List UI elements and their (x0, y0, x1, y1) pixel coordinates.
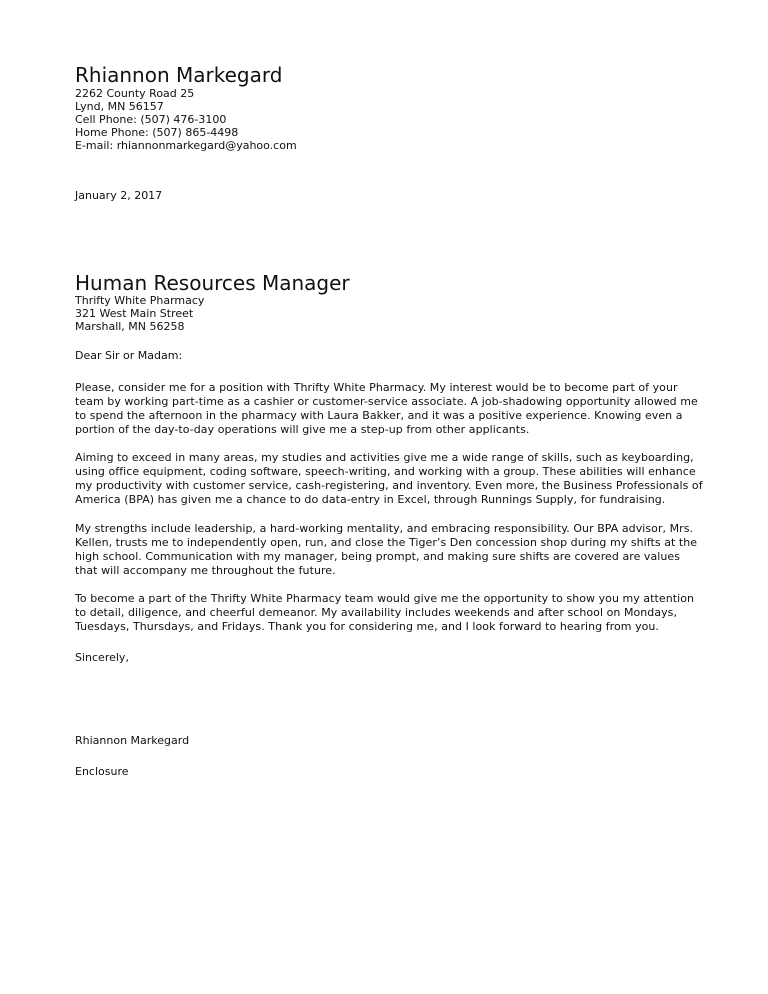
sender-address-line-1: 2262 County Road 25 (75, 87, 195, 100)
paragraph-line: team by working part-time as a cashier or customer-service associate. A job-shadowing opportunity allowed me (75, 394, 698, 408)
sender-home-phone: Home Phone: (507) 865-4498 (75, 126, 239, 139)
salutation: Dear Sir or Madam: (75, 349, 183, 362)
paragraph-line: my productivity with customer service, cash-registering, and inventory. Even more, the Business Professionals of (75, 478, 703, 492)
body-paragraph-1 (75, 381, 700, 437)
recipient-city: Marshall, MN 56258 (75, 320, 185, 333)
sender-cell-phone: Cell Phone: (507) 476-3100 (75, 113, 227, 126)
body-paragraph-4 (75, 592, 700, 634)
paragraph-line: Please, consider me for a position with Thrifty White Pharmacy. My interest would be to become part of your (75, 381, 678, 394)
letter-date: January 2, 2017 (75, 189, 163, 202)
recipient-company: Thrifty White Pharmacy (75, 294, 205, 307)
signature-name: Rhiannon Markegard (75, 734, 190, 747)
paragraph-line: My strengths include leadership, a hard-working mentality, and embracing responsibility. Our BPA advisor, Mrs. (75, 522, 694, 535)
paragraph-line: high school. Communication with my manager, being prompt, and making sure shifts are covered are values (75, 549, 681, 563)
sender-name: Rhiannon Markegard (75, 63, 283, 87)
paragraph-line: that will accompany me throughout the future. (75, 563, 336, 577)
paragraph-line: portion of the day-to-day operations will give me a step-up from other applicants. (75, 422, 530, 436)
paragraph-line: to spend the afternoon in the pharmacy with Laura Bakker, and it was a positive experience. Knowing even a (75, 408, 683, 422)
sender-email: E-mail: rhiannonmarkegard@yahoo.com (75, 139, 297, 152)
closing: Sincerely, (75, 651, 129, 664)
paragraph-line: To become a part of the Thrifty White Pharmacy team would give me the opportunity to show you my attention (75, 592, 695, 605)
body-paragraph-3 (75, 522, 700, 578)
recipient-address-block (75, 294, 204, 333)
recipient-title: Human Resources Manager (75, 271, 350, 295)
recipient-street: 321 West Main Street (75, 307, 194, 320)
paragraph-line: to detail, diligence, and cheerful demeanor. My availability includes weekends and after school on Mondays, (75, 605, 678, 619)
body-paragraph-2 (75, 451, 703, 507)
enclosure-note: Enclosure (75, 765, 129, 778)
paragraph-line: using office equipment, coding software, speech-writing, and working with a group. These abilities will enhance (75, 464, 696, 478)
paragraph-line: America (BPA) has given me a chance to do data-entry in Excel, through Runnings Supply, for fundraising. (75, 492, 666, 506)
paragraph-line: Tuesdays, Thursdays, and Fridays. Thank you for considering me, and I look forward to hearing from you. (75, 619, 659, 633)
sender-contact-block (75, 87, 297, 152)
sender-address-line-2: Lynd, MN 56157 (75, 100, 164, 113)
paragraph-line: Aiming to exceed in many areas, my studies and activities give me a wide range of skills, such as keyboarding, (75, 451, 694, 464)
paragraph-line: Kellen, trusts me to independently open, run, and close the Tiger’s Den concession shop during my shifts at the (75, 535, 698, 549)
